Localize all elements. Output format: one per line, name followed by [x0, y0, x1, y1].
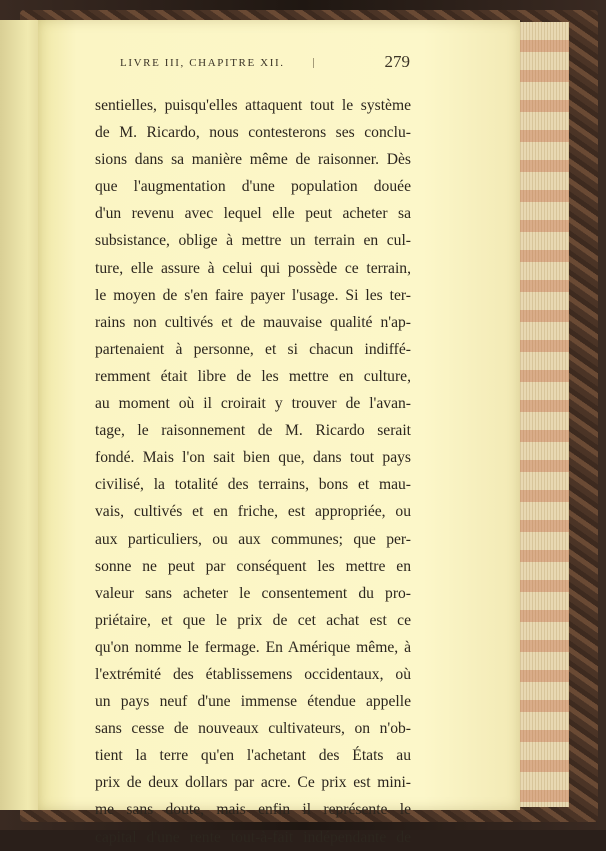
- text-line: remment était libre de les mettre en culture,: [95, 367, 411, 385]
- text-line: sentielles, puisqu'elles attaquent tout le système: [95, 97, 411, 114]
- text-line: capital d'une rente tout-à-fait indépendante de: [95, 828, 411, 846]
- text-line: fondé. Mais l'on sait bien que, dans tout pays: [95, 449, 411, 467]
- facing-page-edge: [0, 20, 41, 810]
- text-line: tage, le raisonnement de M. Ricardo serait: [95, 422, 411, 440]
- running-title: LIVRE III, CHAPITRE XII.: [120, 57, 285, 69]
- text-line: l'extrémité des établissemens occidentaux, où: [95, 665, 411, 683]
- text-line: subsistance, oblige à mettre un terrain en cul-: [95, 232, 411, 250]
- text-line: civilisé, la totalité des terrains, bons et mau-: [95, 476, 411, 494]
- text-line: sonne ne peut par conséquent les mettre en: [95, 557, 411, 575]
- text-line: tient la terre qu'en l'achetant des États au: [95, 747, 411, 765]
- text-line: d'un revenu avec lequel elle peut acheter sa: [95, 205, 411, 223]
- text-line: ture, elle assure à celui qui possède ce terrain,: [95, 259, 411, 277]
- text-line: qu'on nomme le fermage. En Amérique même, à: [95, 638, 411, 656]
- text-line: partenaient à personne, et si chacun indiffé-: [95, 340, 411, 358]
- text-line: un pays neuf d'une immense étendue appelle: [95, 693, 411, 711]
- text-line: rains non cultivés et de mauvaise qualité n'ap-: [95, 313, 411, 331]
- page-header: [120, 52, 410, 76]
- page-number: 279: [384, 52, 410, 71]
- text-line: au moment où il croirait y trouver de l'avan-: [95, 395, 411, 413]
- text-line: valeur sans acheter le consentement du pro-: [95, 584, 411, 602]
- text-line: sions dans sa manière même de raisonner. Dès: [95, 151, 411, 169]
- text-line: que l'augmentation d'une population douée: [95, 178, 411, 196]
- body-text: [95, 92, 411, 851]
- page-fore-edge: [516, 22, 569, 807]
- text-line: priétaire, et que le prix de cet achat est ce: [95, 611, 411, 629]
- text-line: vais, cultivés et en friche, est appropriée, ou: [95, 503, 411, 521]
- text-line: prix de deux dollars par acre. Ce prix est mini-: [95, 774, 411, 792]
- text-line: me sans doute, mais enfin il représente le: [95, 801, 411, 819]
- text-line: aux particuliers, ou aux communes; que per-: [95, 530, 411, 548]
- text-line: sans cesse de nouveaux cultivateurs, on n'ob-: [95, 720, 411, 738]
- text-line: de M. Ricardo, nous contesterons ses conclu-: [95, 124, 411, 142]
- text-line: le moyen de s'en faire payer l'usage. Si les ter-: [95, 286, 411, 304]
